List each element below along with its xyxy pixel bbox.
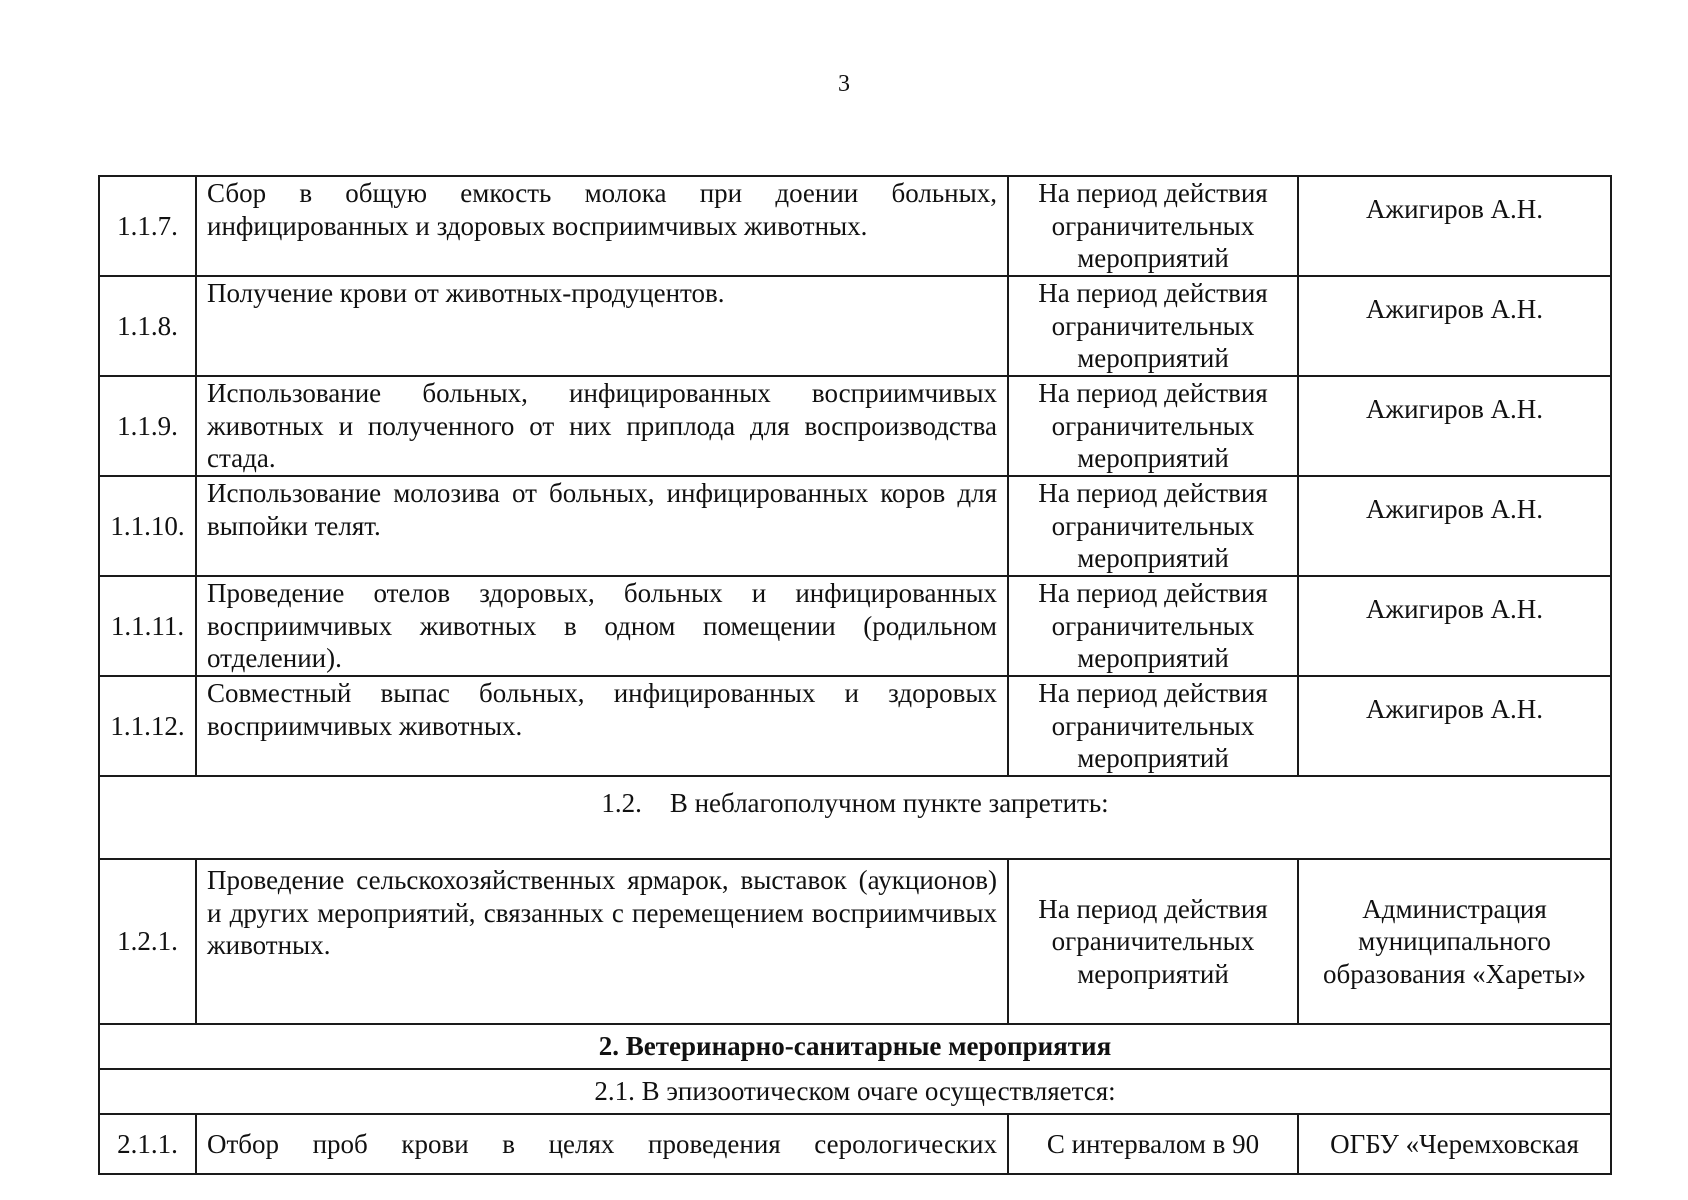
heading-row [99,1024,1611,1069]
responsible-name: Ажигиров А.Н. [1365,394,1544,424]
term-cell: На период действия ограничительных мероприятий [1008,676,1298,776]
responsible-cell: Администрация муниципального образования «Хареты» [1298,859,1611,1024]
responsible-cell [1298,576,1611,676]
responsible-name: Ажигиров А.Н. [1365,494,1544,524]
measure-text: Сбор в общую емкость молока при доении больных, инфицированных и здоровых восприимчивых животных. [196,176,1008,276]
term-cell: На период действия ограничительных мероприятий [1008,376,1298,476]
responsible-name: Ажигиров А.Н. [1365,294,1544,324]
row-number: 1.1.10. [99,476,196,576]
responsible-cell [1298,476,1611,576]
measure-text-cell [196,1114,1008,1174]
responsible-cell: ОГБУ «Черемховская [1298,1114,1611,1174]
measure-text: Проведение сельскохозяйственных ярмарок, выставок (аукционов) и других мероприятий, связанных с перемещением восприимчивых животных. [196,859,1008,1024]
section-number: 1.2. [601,788,642,818]
responsible-name: Ажигиров А.Н. [1365,694,1544,724]
row-number: 1.1.7. [99,176,196,276]
section-heading: 2. Ветеринарно-санитарные мероприятия [99,1024,1611,1069]
measure-text: Отбор проб крови в целях проведения серологических [207,1128,997,1159]
measure-text: Проведение отелов здоровых, больных и инфицированных восприимчивых животных в одном помещении (родильном отделении). [196,576,1008,676]
table-row [99,276,1611,376]
measures-table [98,175,1612,1175]
responsible-name: Ажигиров А.Н. [1365,194,1544,224]
subheading-row [99,1069,1611,1114]
responsible-cell [1298,276,1611,376]
row-number: 2.1.1. [99,1114,196,1174]
table-row [99,676,1611,776]
measure-text: Получение крови от животных-продуцентов. [196,276,1008,376]
row-number: 1.1.8. [99,276,196,376]
term-cell: На период действия ограничительных мероприятий [1008,859,1298,1024]
table-row [99,476,1611,576]
responsible-cell [1298,676,1611,776]
table-row [99,576,1611,676]
measure-text: Использование молозива от больных, инфицированных коров для выпойки телят. [196,476,1008,576]
row-number: 1.1.11. [99,576,196,676]
row-number: 1.2.1. [99,859,196,1024]
section-row [99,776,1611,859]
term-cell: С интервалом в 90 [1008,1114,1298,1174]
row-number: 1.1.9. [99,376,196,476]
table-row [99,859,1611,1024]
measure-text: Совместный выпас больных, инфицированных и здоровых восприимчивых животных. [196,676,1008,776]
term-cell: На период действия ограничительных мероприятий [1008,276,1298,376]
term-cell: На период действия ограничительных мероприятий [1008,576,1298,676]
responsible-cell [1298,176,1611,276]
table-row [99,176,1611,276]
section-title: В неблагополучном пункте запретить: [669,788,1109,818]
section-subheading: 2.1. В эпизоотическом очаге осуществляется: [99,1069,1611,1114]
responsible-name: Ажигиров А.Н. [1365,594,1544,624]
page-number: 3 [838,71,850,97]
row-number: 1.1.12. [99,676,196,776]
table-row [99,1114,1611,1174]
section-title-cell [99,776,1611,859]
table-row [99,376,1611,476]
term-cell: На период действия ограничительных мероприятий [1008,176,1298,276]
term-cell: На период действия ограничительных мероприятий [1008,476,1298,576]
measure-text: Использование больных, инфицированных восприимчивых животных и полученного от них приплода для воспроизводства стада. [196,376,1008,476]
responsible-cell [1298,376,1611,476]
